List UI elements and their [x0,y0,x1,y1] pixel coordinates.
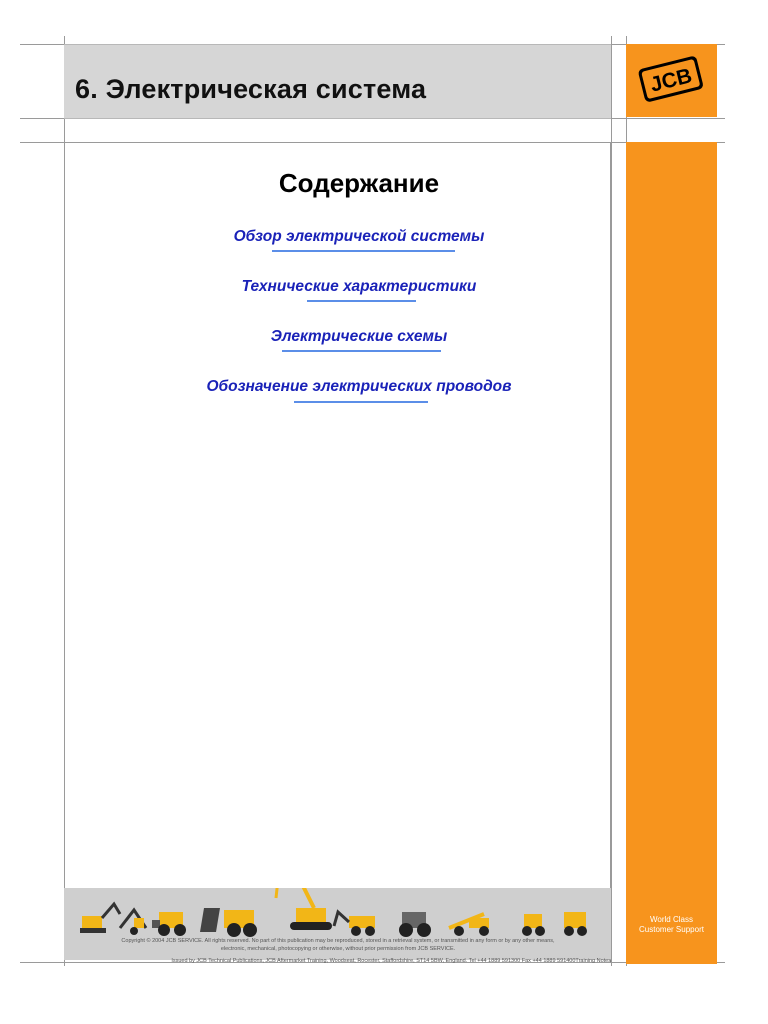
content-frame [64,142,611,962]
skid-steer-icon [522,914,545,936]
tagline-line-1: World Class [650,915,693,924]
forestry-machine-icon [120,910,146,935]
mini-excavator-icon [80,904,120,933]
toc-link-schematics[interactable]: Электрические схемы [270,328,448,345]
contents-heading: Содержание [278,168,440,198]
tagline-line-2: Customer Support [639,925,704,934]
toc-link-specifications[interactable]: Технические характеристики [241,278,477,295]
compact-loader-icon [564,912,587,936]
toc-link-overview[interactable]: Обзор электрической системы [233,228,485,245]
wheel-loader-icon [152,912,186,936]
toc-underline [272,250,455,252]
large-loader-icon [200,908,257,937]
toc-item[interactable] [64,278,654,296]
page-title: 6. Электрическая система [75,74,427,104]
toc-underline [282,350,441,352]
copyright-notice [68,937,608,953]
sidebar-tagline [626,915,717,935]
toc-underline [294,401,428,403]
toc-link-wire-identification[interactable]: Обозначение электрических проводов [206,378,512,395]
logo-text: JCB [647,64,695,97]
copyright-line-1: Copyright © 2004 JCB SERVICE. All rights reserved. No part of this publication may be reproduced, stored in a retrieval system, or transmitted in any form or by any other means, [121,938,555,944]
brand-sidebar-strip [626,142,717,964]
toc-item[interactable] [64,228,654,246]
tracked-excavator-icon [276,888,332,930]
backhoe-loader-icon [334,912,375,936]
issued-by-line: Issued by JCB Technical Publications, JCB Aftermarket Training, Woodseat, Rocester, Staffordshire, ST14 5BW, England. Tel +44 1889 591300 Fax +44 1889 591400Training Notes [171,958,611,964]
jcb-logo [626,44,717,117]
toc-underline [307,300,416,302]
toc-item[interactable] [64,328,654,346]
fastrac-tractor-icon [399,912,431,937]
telehandler-icon [449,914,489,936]
toc-item[interactable] [64,378,654,396]
jcb-logo-icon [626,44,717,117]
copyright-line-2: electronic, mechanical, photocopying or otherwise, without prior permission from JCB SERVICE. [220,946,456,952]
